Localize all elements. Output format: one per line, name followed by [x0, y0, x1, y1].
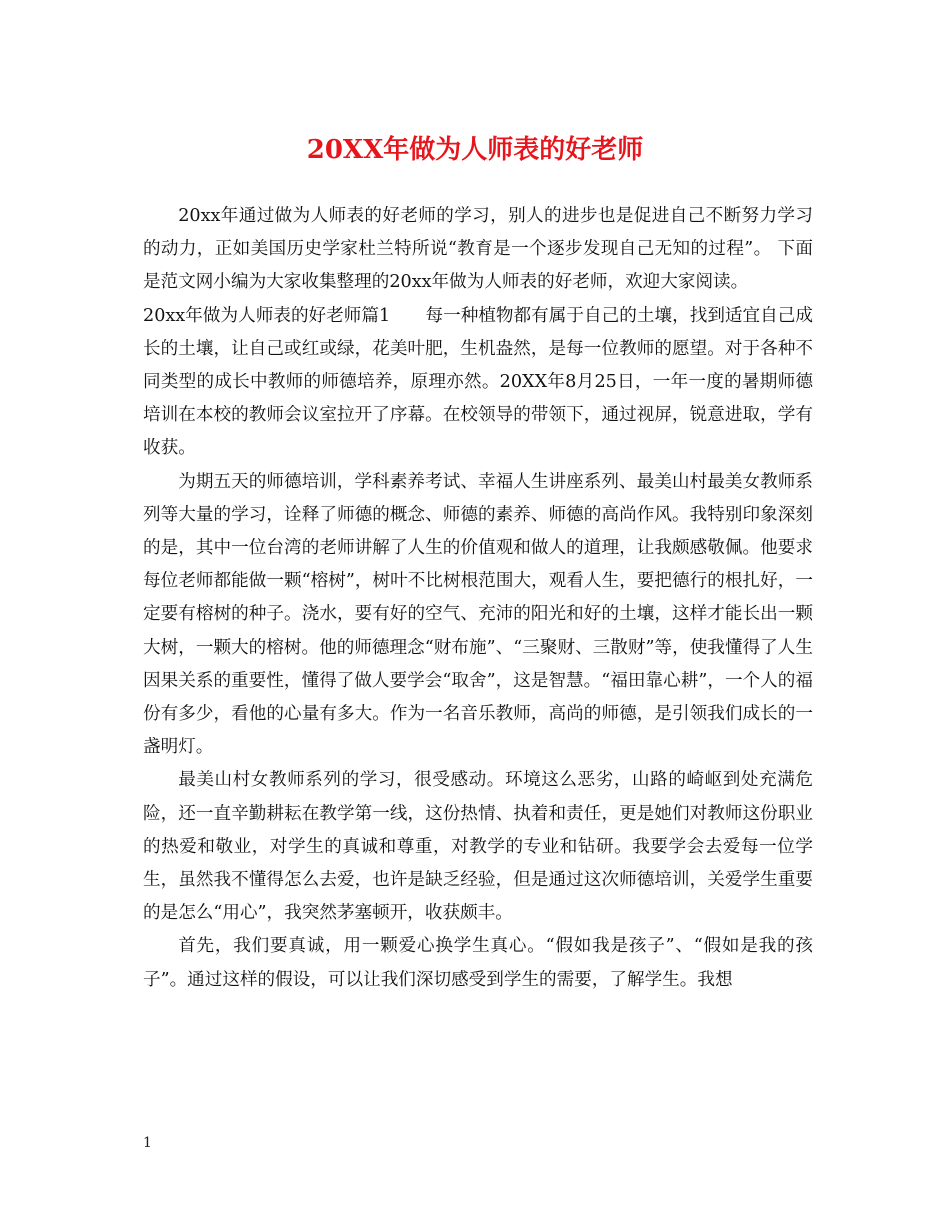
page-number: 1 [143, 1135, 152, 1151]
paragraph-training: 为期五天的师德培训，学科素养考试、幸福人生讲座系列、最美山村最美女教师系列等大量的学习，诠释了师德的概念、师德的素养、师德的高尚作风。我特别印象深刻的是，其中一位台湾的老师讲解了人生的价值观和做人的道理，让我颇感敬佩。他要求每位老师都能做一颗“榕树”，树叶不比树根范围大，观看人生，要把德行的根扎好，一定要有榕树的种子。浇水，要有好的空气、充沛的阳光和好的土壤，这样才能长出一颗大树，一颗大的榕树。他的师德理念“财布施”、“三聚财、三散财”等，使我懂得了人生因果关系的重要性，懂得了做人要学会“取舍”，这是智慧。“福田靠心耕”，一个人的福份有多少，看他的心量有多大。作为一名音乐教师，高尚的师德，是引领我们成长的一盏明灯。 [143, 471, 813, 758]
document-title: 20XX年做为人师表的好老师 [306, 135, 644, 165]
paragraph-sincerity: 首先，我们要真诚，用一颗爱心换学生真心。“假如我是孩子”、“假如是我的孩子”。通过这样的假设，可以让我们深切感受到学生的需要，了解学生。我想 [143, 936, 813, 990]
paragraph-mountain-teachers: 最美山村女教师系列的学习，很受感动。环境这么恶劣，山路的崎岖到处充满危险，还一直辛勤耕耘在教学第一线，这份热情、执着和责任，更是她们对教师这份职业的热爱和敬业，对学生的真诚和尊重，对教学的专业和钻研。我要学会去爱每一位学生，虽然我不懂得怎么去爱，也许是缺乏经验，但是通过这次师德培训，关爱学生重要的是怎么“用心”，我突然茅塞顿开，收获颇丰。 [143, 770, 813, 924]
paragraph-intro: 20xx年通过做为人师表的好老师的学习，别人的进步也是促进自己不断努力学习的动力，正如美国历史学家杜兰特所说“教育是一个逐步发现自己无知的过程”。 下面是范文网小编为大家收集整理的20xx年做为人师表的好老师，欢迎大家阅读。 [143, 206, 813, 293]
paragraph-section-1: 20xx年做为人师表的好老师篇1 每一种植物都有属于自己的土壤，找到适宜自己成长的土壤，让自己或红或绿，花美叶肥，生机盎然，是每一位教师的愿望。对于各种不同类型的成长中教师的师德培养，原理亦然。20XX年8月25日，一年一度的暑期师德培训在本校的教师会议室拉开了序幕。在校领导的带领下，通过视屏，锐意进取，学有收获。 [143, 305, 813, 459]
document-body [143, 200, 813, 997]
